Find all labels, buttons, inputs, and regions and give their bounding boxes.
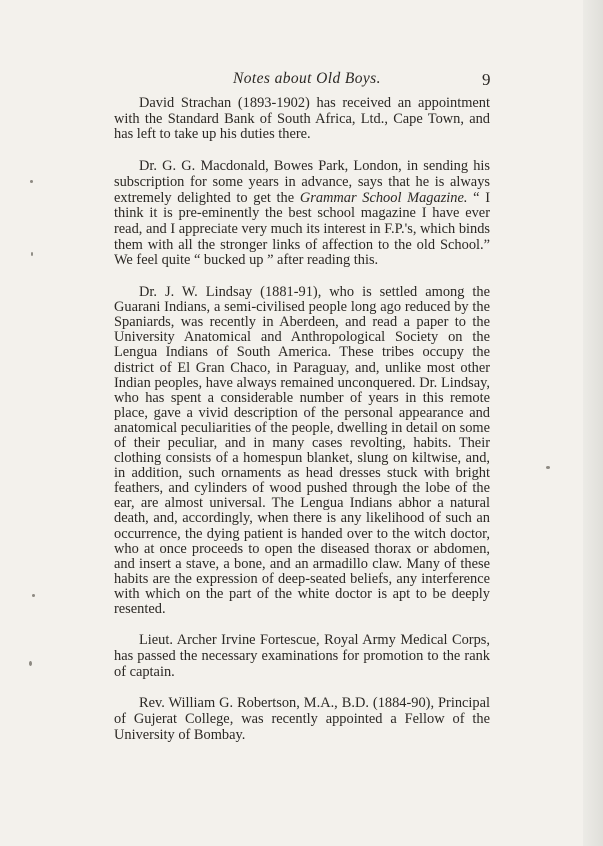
scan-speck [30, 180, 33, 183]
paragraph-robertson [114, 696, 490, 743]
page-spine-shadow [583, 0, 603, 846]
scan-speck [29, 661, 32, 666]
scan-speck [32, 594, 35, 597]
paragraph-text: Lieut. Archer Irvine Fortescue, Royal Army Medical Corps, has passed the necessary examinations for promotion to the rank of captain. [114, 632, 490, 680]
paragraph-text: “ I think it is pre-eminently the best school magazine I have ever read, and I appreciate very much its interest in F.P.'s, which binds them with all the stronger links of affection to the old School.” We feel quite “ bucked up ” after reading this. [114, 189, 490, 269]
article-body [114, 96, 490, 759]
paragraph-lindsay [114, 285, 490, 617]
scan-speck [31, 252, 33, 256]
paragraph-fortescue [114, 633, 490, 680]
paragraph-strachan [114, 96, 490, 143]
paragraph-text: Dr. J. W. Lindsay (1881-91), who is settled among the Guarani Indians, a semi-civilised people long ago reduced by the Spaniards, was recently in Aberdeen, and read a paper to the University Anatomical and Anthropological Society on the Lengua Indians of South America. These tribes occupy the district of El Gran Chaco, in Paraguay, and, unlike most other Indian peoples, have always remained unconquered. Dr. Lindsay, who has spent a considerable number of years in this remote place, gave a vivid description of the personal appearance and anatomical peculiarities of the people, dwelling in detail on some of their peculiar, and in many cases revolting, habits. Their clothing consists of a homespun blanket, slung on kiltwise, and, in addition, such ornaments as head dresses stuck with bright feathers, and cylinders of wood pushed through the lobe of the ear, are almost universal. The Lengua Indians abhor a natural death, and, accordingly, when there is any likelihood of such an occurrence, the dying patient is handed over to the witch doctor, who at once proceeds to open the diseased thorax or abdomen, and insert a stave, a bone, and an armadillo claw. Many of these habits are the expression of deep-seated beliefs, any interference with which on the part of the white doctor is apt to be deeply resented. [114, 284, 490, 617]
page-number: 9 [482, 70, 491, 89]
paragraph-macdonald [114, 159, 490, 269]
paragraph-text: David Strachan (1893-1902) has received an appointment with the Standard Bank of South Africa, Ltd., Cape Town, and has left to take up his duties there. [114, 95, 490, 143]
paragraph-text: Dr. G. G. Macdonald, Bowes Park, London, in sending his subscription for some years in advance, says that he is always extremely delighted to get the [114, 158, 490, 206]
running-header: Notes about Old Boys. [233, 70, 381, 87]
scan-speck [546, 466, 550, 469]
paragraph-text: Rev. William G. Robertson, M.A., B.D. (1884-90), Principal of Gujerat College, was recently appointed a Fellow of the University of Bombay. [114, 695, 490, 743]
magazine-title-italic: Grammar School Magazine. [299, 189, 468, 206]
